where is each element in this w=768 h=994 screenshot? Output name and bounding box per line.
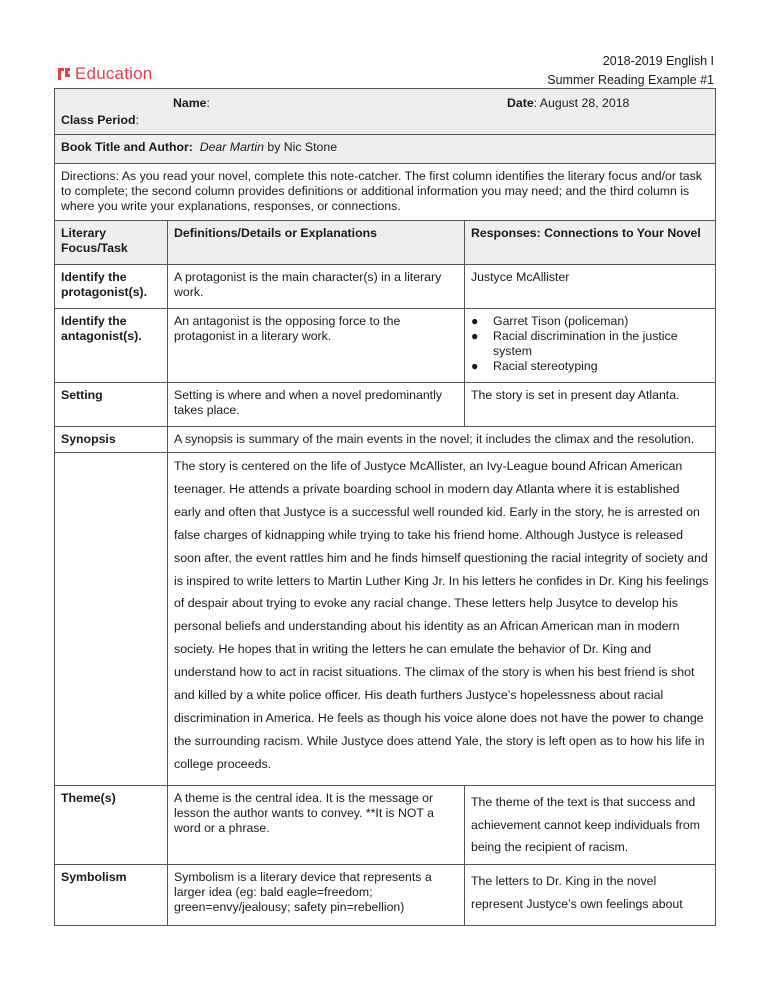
column-header-responses: Responses: Connections to Your Novel xyxy=(465,221,716,265)
list-item: ● Racial stereotyping xyxy=(471,359,598,373)
table-row xyxy=(55,786,716,865)
response-cell[interactable] xyxy=(465,309,716,383)
task-cell: Synopsis xyxy=(55,427,168,453)
task-cell: Identify the antagonist(s). xyxy=(55,309,168,383)
bullet-icon: ● xyxy=(471,314,479,328)
bullet-icon: ● xyxy=(471,329,479,343)
education-logo xyxy=(57,64,152,84)
directions-row xyxy=(55,164,716,221)
response-cell[interactable]: The story is set in present day Atlanta. xyxy=(465,383,716,427)
synopsis-response-row xyxy=(55,453,716,786)
list-item: ● Racial discrimination in the justice system xyxy=(471,329,678,358)
table-row xyxy=(55,427,716,453)
response-list xyxy=(471,314,709,374)
synopsis-response[interactable]: The story is centered on the life of Justyce McAllister, an Ivy-League bound African American teenager. He attends a private boarding school in modern day Atlanta where it is established early and often that Justyce is a successful well rounded kid. Early in the story, he is arrested on false charges of kidnapping while trying to take his friend home. Although Justyce is released soon after, the event rattles him and he finds himself questioning the racial integrity of society and is inspired to write letters to Martin Luther King Jr. In his letters he confides in Dr. King his feelings of despair about trying to evoke any racial change. These letters help Jusytce to develop his personal beliefs and understanding about his identity as an African American man in modern society. He hopes that in writing the letters he can emulate the behavior of Dr. King and understand how to act in racist situations. The climax of the story is when his best friend is shot and killed by a white police officer. His death furthers Justyce’s hopelessness about racial discrimination in America. He feels as though his voice alone does not have the power to change the surrounding racism. While Justyce does attend Yale, the story is left open as to how his life in college proceeds. xyxy=(168,453,716,786)
logo-text: Education xyxy=(75,64,153,83)
book-title: Dear Martin xyxy=(199,140,264,154)
student-info-row xyxy=(55,89,716,135)
task-cell: Identify the protagonist(s). xyxy=(55,265,168,309)
table-row xyxy=(55,865,716,926)
assignment-label: Summer Reading Example #1 xyxy=(547,73,714,87)
response-cell[interactable]: The theme of the text is that success and achievement cannot keep individuals from being the recipient of racism. xyxy=(465,786,716,865)
task-cell: Theme(s) xyxy=(55,786,168,865)
book-author: by Nic Stone xyxy=(263,140,338,154)
response-cell[interactable]: Justyce McAllister xyxy=(465,265,716,309)
table-row xyxy=(55,265,716,309)
book-row xyxy=(55,135,716,164)
course-label: 2018-2019 English I xyxy=(602,54,714,68)
column-header-row xyxy=(55,221,716,265)
response-cell[interactable]: The letters to Dr. King in the novel represent Justyce’s own feelings about xyxy=(465,865,716,926)
book-label: Book Title and Author: xyxy=(61,140,193,154)
column-header-definitions: Definitions/Details or Explanations xyxy=(168,221,465,265)
document-header xyxy=(547,52,714,90)
name-field[interactable]: Name: xyxy=(173,96,210,110)
bullet-icon: ● xyxy=(471,359,479,373)
definition-cell: Setting is where and when a novel predominantly takes place. xyxy=(168,383,465,427)
table-row xyxy=(55,309,716,383)
logo-mark-icon xyxy=(57,66,71,82)
table-row xyxy=(55,383,716,427)
column-header-focus: Literary Focus/Task xyxy=(55,221,168,265)
note-catcher-table xyxy=(54,88,716,926)
definition-cell: A theme is the central idea. It is the message or lesson the author wants to convey. **It is NOT a word or a phrase. xyxy=(168,786,465,865)
definition-cell: An antagonist is the opposing force to the protagonist in a literary work. xyxy=(168,309,465,383)
empty-cell xyxy=(55,453,168,786)
class-period-field[interactable]: Class Period: xyxy=(61,113,139,127)
task-cell: Symbolism xyxy=(55,865,168,926)
definition-cell: Symbolism is a literary device that represents a larger idea (eg: bald eagle=freedom; green=envy/jealousy; safety pin=rebellion) xyxy=(168,865,465,926)
list-item: ● Garret Tison (policeman) xyxy=(471,314,629,328)
task-cell: Setting xyxy=(55,383,168,427)
date-field: Date: August 28, 2018 xyxy=(507,96,630,110)
directions-text: Directions: As you read your novel, complete this note-catcher. The first column identifies the literary focus and/or task to complete; the second column provides definitions or additional information you may need; and the third column is where you write your explanations, responses, or connections. xyxy=(55,164,716,221)
definition-cell: A protagonist is the main character(s) in a literary work. xyxy=(168,265,465,309)
definition-cell: A synopsis is summary of the main events in the novel; it includes the climax and the resolution. xyxy=(168,427,716,453)
